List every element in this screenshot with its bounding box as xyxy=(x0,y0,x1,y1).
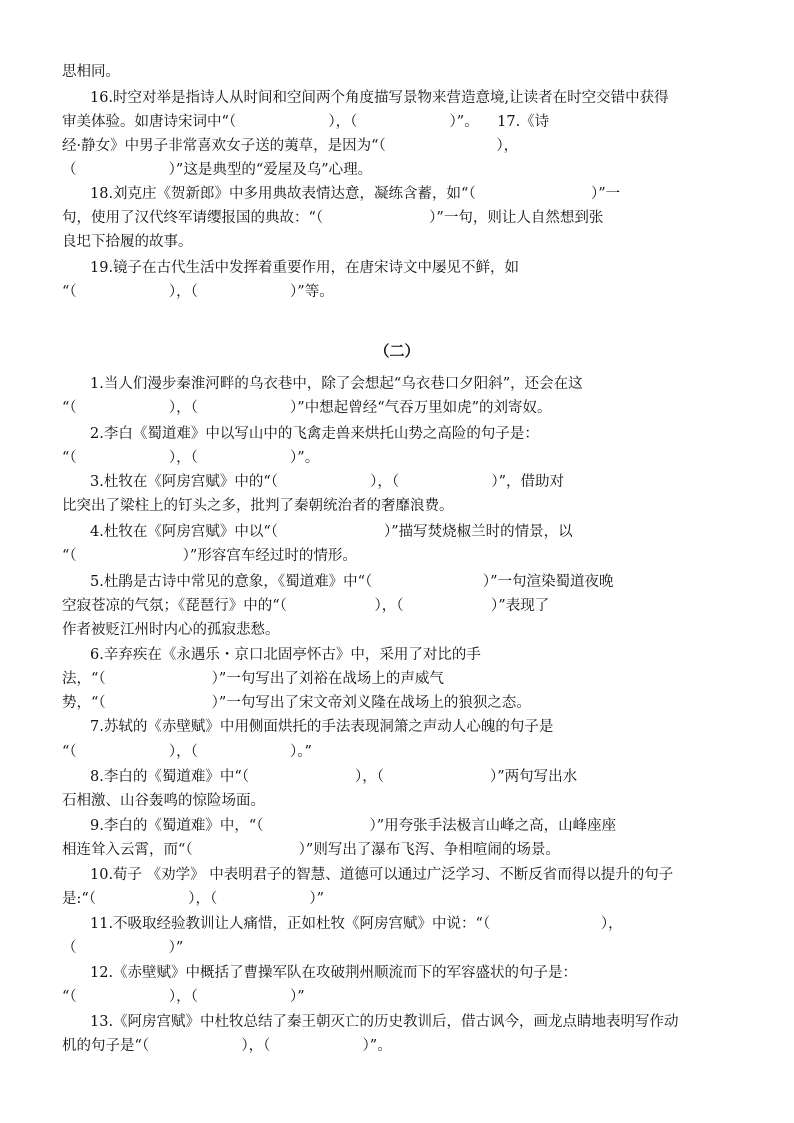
s1-line: 19.镜子在古代生活中发挥着重要作用，在唐宋诗文中屡见不鲜，如 xyxy=(90,260,520,276)
s2-line: 2.李白《蜀道难》中以写山中的飞禽走兽来烘托山势之高险的句子是： xyxy=(90,426,539,442)
s2-line: “（ ），（ ）” xyxy=(62,989,305,1005)
s1-line: 16.时空对举是指诗人从时间和空间两个角度描写景物来营造意境,让读者在时空交错中获得 xyxy=(90,90,669,106)
s2-line: 11.不吸取经验教训让人痛惜，正如杜牧《阿房宫赋》中说：“（ ）， xyxy=(90,916,623,932)
s1-line: 良圯下拾履的故事。 xyxy=(62,234,193,250)
s2-line: 7.苏轼的《赤壁赋》中用侧面烘托的手法表现洞箫之声动人心魄的句子是 xyxy=(90,719,554,735)
s2-line: “（ ）”形容宫车经过时的情形。 xyxy=(62,548,357,564)
s1-line: 思相同。 xyxy=(62,64,120,80)
s1-line: 句，使用了汉代终军请缨报国的典故：“（ ）”一句，则让人自然想到张 xyxy=(62,210,604,226)
s2-line: 1.当人们漫步秦淮河畔的乌衣巷中，除了会想起“乌衣巷口夕阳斜”，还会在这 xyxy=(90,376,583,392)
s2-line: 机的句子是“（ ），（ ）”。 xyxy=(62,1038,392,1054)
s2-line: 3.杜牧在《阿房宫赋》中的“（ ），（ ）”，借助对 xyxy=(90,474,565,490)
s2-line: 是:“（ ），（ ）” xyxy=(62,891,325,907)
s2-line: 4.杜牧在《阿房宫赋》中以“（ ）”描写焚烧椒兰时的情景，以 xyxy=(90,524,573,540)
s2-line: 6.辛弃疾在《永遇乐・京口北固亭怀古》中，采用了对比的手 xyxy=(90,647,481,663)
s1-line: 18.刘克庄《贺新郎》中多用典故表情达意，凝练含蓄，如“（ ）”一 xyxy=(90,186,621,202)
s2-line: “（ ），（ ）。” xyxy=(62,744,312,760)
s2-line: 9.李白的《蜀道难》中，“（ ）”用夸张手法极言山峰之高，山峰座座 xyxy=(90,818,617,834)
s2-line: 作者被贬江州时内心的孤寂悲愁。 xyxy=(62,622,280,638)
s1-line: 经·静女》中男子非常喜欢女子送的荑草，是因为“（ ）， xyxy=(62,138,519,154)
s2-line: “（ ），（ ）”。 xyxy=(62,450,320,466)
s2-line: 5.杜鹃是古诗中常见的意象，《蜀道难》中“（ ）”一句渲染蜀道夜晚 xyxy=(90,574,614,590)
s2-line: 法，“（ ）”一句写出了刘裕在战场上的声威气 xyxy=(62,671,444,687)
s2-line: “（ ），（ ）”中想起曾经“气吞万里如虎”的刘寄奴。 xyxy=(62,400,552,416)
s2-line: 比突出了梁柱上的钉头之多，批判了秦朝统治者的奢靡浪费。 xyxy=(62,498,454,514)
s2-line: 10.荀子 《劝学》 中表明君子的智慧、道德可以通过广泛学习、不断反省而得以提升的句子 xyxy=(90,867,674,883)
s1-line: （ ）”这是典型的“爱屋及乌”心理。 xyxy=(62,162,373,178)
s2-line: 势，“（ ）”一句写出了宋文帝刘义隆在战场上的狼狈之态。 xyxy=(62,695,531,711)
s2-line: 相连耸入云霄，而“（ ）”则写出了瀑布飞泻、争相喧闹的场景。 xyxy=(62,842,560,858)
s2-line: 12.《赤壁赋》中概括了曹操军队在攻破荆州顺流而下的军容盛状的句子是： xyxy=(90,965,578,981)
s2-line: （ ）” xyxy=(62,940,184,956)
s1-line: “（ ），（ ）”等。 xyxy=(62,284,334,300)
s2-line: 石相激、山谷轰鸣的惊险场面。 xyxy=(62,793,265,809)
section-heading: （二） xyxy=(374,342,420,360)
s2-line: 空寂苍凉的气氛；《琵琶行》中的“（ ），（ ）”表现了 xyxy=(62,598,550,614)
s2-line: 8.李白的《蜀道难》中“（ ），（ ）”两句写出水 xyxy=(90,769,578,785)
s1-line: 审美体验。如唐诗宋词中“（ ），（ ）”。 17.《诗 xyxy=(62,114,550,130)
s2-line: 13.《阿房宫赋》中杜牧总结了秦王朝灭亡的历史教训后，借古讽今，画龙点睛地表明写作动 xyxy=(90,1014,679,1030)
